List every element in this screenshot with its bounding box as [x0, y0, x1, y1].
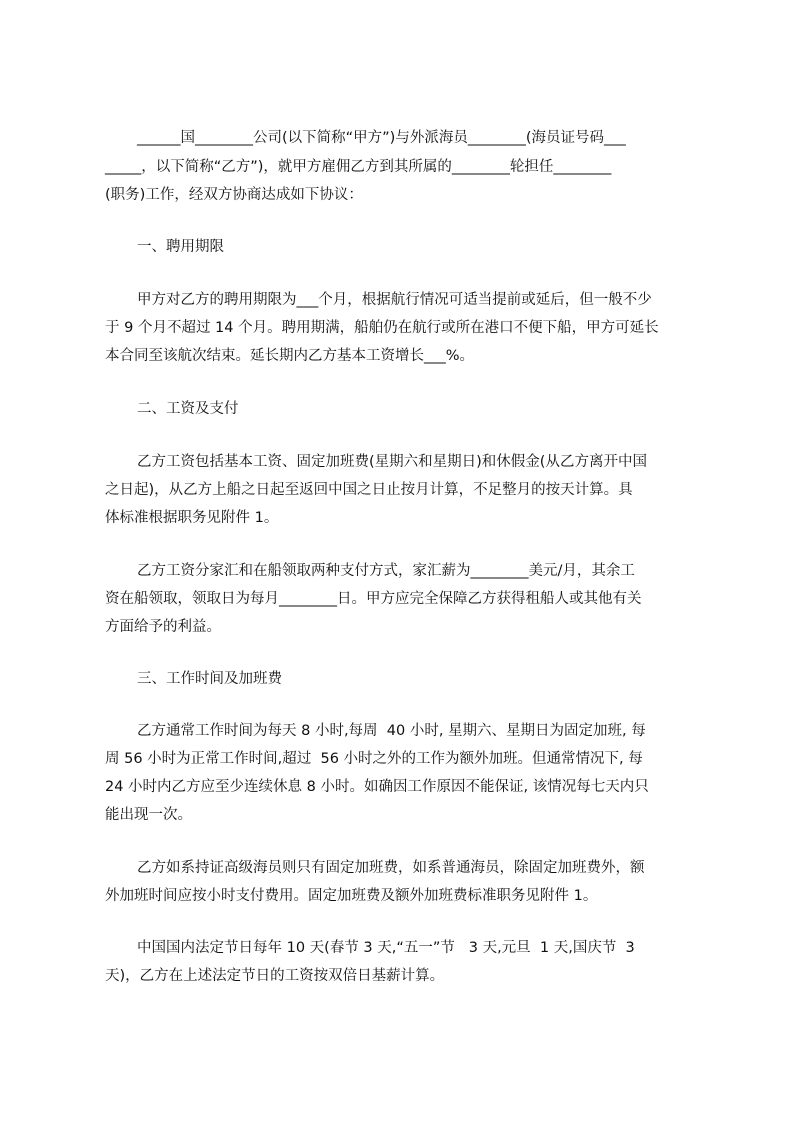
paragraph-line: 乙方工资包括基本工资、固定加班费(星期六和星期日)和休假金(从乙方离开中国 — [137, 454, 647, 470]
paragraph-line: 体标准根据职务见附件 1。 — [105, 510, 279, 526]
paragraph-line: 资在船领取，领取日为每月________日。甲方应完全保障乙方获得租船人或其他有关 — [105, 591, 642, 607]
intro-line: (职务)工作，经双方协商达成如下协议： — [105, 187, 363, 203]
paragraph-line: 中国国内法定节日每年 10 天(春节 3 天,“五一”节 3 天,元旦 1 天,国庆节 3 — [137, 940, 635, 956]
intro-line: ______国________公司(以下简称“甲方”)与外派海员________(海员证号码___ — [137, 130, 626, 146]
paragraph-line: 之日起)，从乙方上船之日起至返回中国之日止按月计算，不足整月的按天计算。具 — [105, 482, 633, 498]
paragraph-line: 能出现一次。 — [105, 807, 192, 823]
paragraph-line: 本合同至该航次结束。延长期内乙方基本工资增长___%。 — [105, 348, 475, 364]
paragraph-line: 24 小时内乙方应至少连续休息 8 小时。如确因工作原因不能保证, 该情况每七天内只 — [105, 779, 649, 795]
paragraph-line: 乙方通常工作时间为每天 8 小时,每周 40 小时, 星期六、星期日为固定加班, 每 — [137, 723, 646, 739]
paragraph-line: 天)，乙方在上述法定节日的工资按双倍日基薪计算。 — [105, 968, 445, 984]
section-heading-hours: 三、工作时间及加班费 — [137, 671, 282, 687]
paragraph-line: 方面给予的利益。 — [105, 619, 221, 635]
paragraph-line: 外加班时间应按小时支付费用。固定加班费及额外加班费标准职务见附件 1。 — [105, 888, 598, 904]
paragraph-line: 甲方对乙方的聘用期限为___个月，根据航行情况可适当提前或延后，但一般不少 — [137, 292, 652, 308]
paragraph-line: 乙方工资分家汇和在船领取两种支付方式，家汇薪为________美元/月，其余工 — [137, 563, 635, 579]
section-heading-term: 一、聘用期限 — [137, 239, 224, 255]
paragraph-line: 乙方如系持证高级海员则只有固定加班费，如系普通海员，除固定加班费外，额 — [137, 860, 645, 876]
paragraph-line: 周 56 小时为正常工作时间,超过 56 小时之外的工作为额外加班。但通常情况下, 每 — [105, 751, 643, 767]
paragraph-line: 于 9 个月不超过 14 个月。聘用期满，船舶仍在航行或所在港口不便下船，甲方可延长 — [105, 320, 659, 336]
section-heading-wages: 二、工资及支付 — [137, 401, 239, 417]
intro-line: _____，以下简称“乙方”)，就甲方雇佣乙方到其所属的________轮担任________ — [105, 159, 612, 175]
